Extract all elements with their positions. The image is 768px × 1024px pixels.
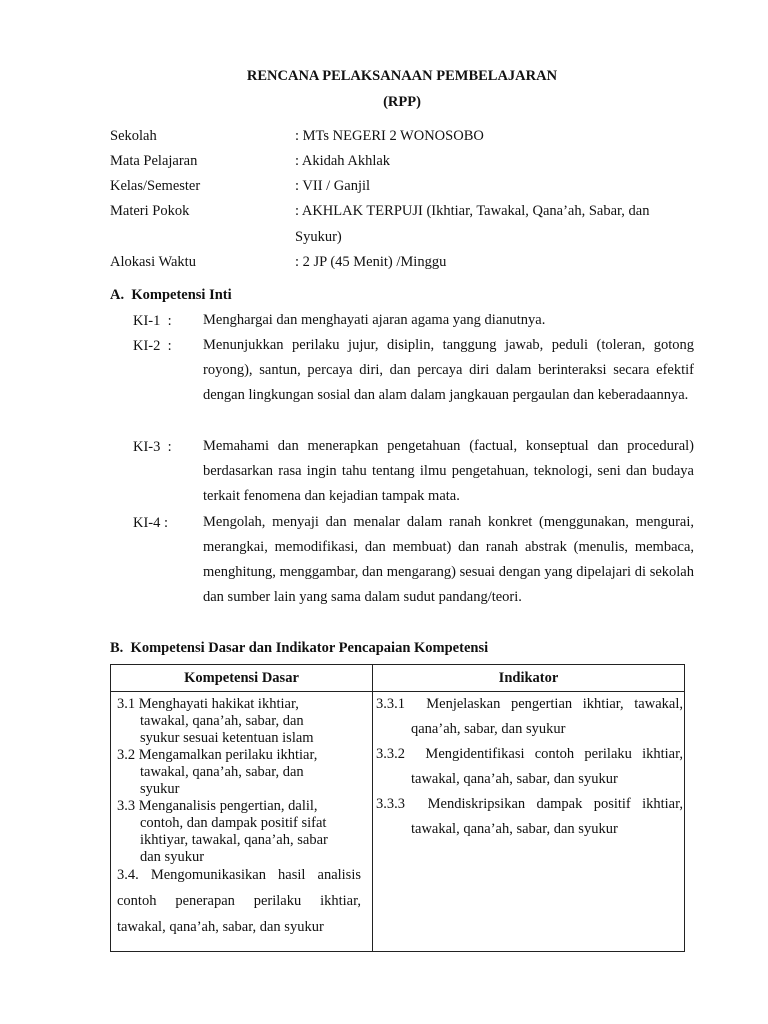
kd-cell [111, 692, 373, 952]
document-title: RENCANA PELAKSANAAN PEMBELAJARAN [246, 68, 558, 84]
indikator-3-3-1-line1: 3.3.1 Menjelaskan pengertian ikhtiar, tawakal, [376, 696, 683, 712]
indikator-3-3-2-line2: tawakal, qana’ah, sabar, dan syukur [411, 771, 618, 787]
kd-3-1-line1: 3.1 Menghayati hakikat ikhtiar, [117, 696, 299, 712]
identity-value-mapel: : Akidah Akhlak [295, 153, 391, 169]
indikator-3-3-1 [376, 692, 683, 742]
identity-label-sekolah: Sekolah [110, 128, 157, 144]
section-b-heading: B. Kompetensi Dasar dan Indikator Pencapaian Kompetensi [110, 640, 489, 656]
ki-3-text: Memahami dan menerapkan pengetahuan (factual, konseptual dan procedural) berdasarkan rasa ingin tahu tentang ilmu pengetahuan, teknologi, seni dan budaya terkait fenomena dan kejadian tampak mata. [203, 438, 694, 504]
kd-3-3-line1: 3.3 Menganalisis pengertian, dalil, [117, 798, 318, 814]
kd-item-3-2 [117, 747, 317, 798]
kd-item-3-1 [117, 696, 314, 747]
kd-3-2-line1: 3.2 Mengamalkan perilaku ikhtiar, [117, 747, 318, 763]
kd-indikator-table [110, 664, 685, 952]
indikator-3-3-3 [376, 792, 683, 842]
kd-3-2-line3: syukur [140, 781, 180, 797]
identity-value-sekolah: : MTs NEGERI 2 WONOSOBO [295, 128, 484, 144]
identity-label-kelas: Kelas/Semester [110, 178, 201, 194]
kd-3-3-line3: ikhtiyar, tawakal, qana’ah, sabar [140, 832, 328, 848]
identity-value-kelas: : VII / Ganjil [295, 178, 371, 194]
identity-label-mapel: Mata Pelajaran [110, 153, 198, 169]
indikator-3-3-2 [376, 742, 683, 792]
kd-3-2-line2: tawakal, qana’ah, sabar, dan [140, 764, 304, 780]
identity-value-materi-cont: Syukur) [295, 229, 342, 245]
kd-3-3-line2: contoh, dan dampak positif sifat [140, 815, 327, 831]
ki-4-text: Mengolah, menyaji dan menalar dalam ranah konkret (menggunakan, mengurai, merangkai, memodifikasi, dan membuat) dan ranah abstrak (menulis, membaca, menghitung, menggambar, dan mengarang) sesuai dengan yang dipelajari di sekolah dan sumber lain yang sama dalam sudut pandang/teori. [203, 514, 694, 605]
indikator-3-3-1-line2: qana’ah, sabar, dan syukur [411, 721, 566, 737]
ki-4-code: KI-4 : [133, 515, 169, 531]
ki-1-code: KI-1 : [133, 313, 172, 329]
ki-2-text: Menunjukkan perilaku jujur, disiplin, tanggung jawab, peduli (toleran, gotong royong), santun, percaya diri, dan percaya diri dalam berinteraksi secara efektif dengan lingkungan sosial dan alam dalam jangkauan pergaulan dan keberadaannya. [203, 337, 694, 403]
column-header-kompetensi-dasar: Kompetensi Dasar [111, 665, 373, 692]
identity-value-materi: : AKHLAK TERPUJI (Ikhtiar, Tawakal, Qana’ah, Sabar, dan [295, 203, 650, 219]
indikator-cell [373, 692, 685, 952]
document-subtitle: (RPP) [383, 94, 421, 110]
identity-label-alokasi: Alokasi Waktu [110, 254, 196, 270]
ki-1-text: Menghargai dan menghayati ajaran agama yang dianutnya. [203, 312, 546, 328]
indikator-3-3-2-line1: 3.3.2 Mengidentifikasi contoh perilaku ikhtiar, [376, 746, 683, 762]
kd-3-3-line4: dan syukur [140, 849, 205, 865]
identity-label-materi: Materi Pokok [110, 203, 190, 219]
column-header-indikator: Indikator [373, 665, 685, 692]
kd-item-3-3 [117, 798, 328, 866]
kd-3-1-line3: syukur sesuai ketentuan islam [140, 730, 314, 746]
kd-item-3-4: 3.4. Mengomunikasikan hasil analisis contoh penerapan perilaku ikhtiar, tawakal, qana’ah, sabar, dan syukur [117, 867, 361, 935]
ki-3-code: KI-3 : [133, 439, 172, 455]
identity-value-alokasi: : 2 JP (45 Menit) /Minggu [295, 254, 447, 270]
kd-3-1-line2: tawakal, qana’ah, sabar, dan [140, 713, 304, 729]
indikator-3-3-3-line2: tawakal, qana’ah, sabar, dan syukur [411, 821, 618, 837]
section-a-heading: A. Kompetensi Inti [110, 287, 232, 303]
ki-2-code: KI-2 : [133, 338, 172, 354]
indikator-3-3-3-line1: 3.3.3 Mendiskripsikan dampak positif ikhtiar, [376, 796, 683, 812]
